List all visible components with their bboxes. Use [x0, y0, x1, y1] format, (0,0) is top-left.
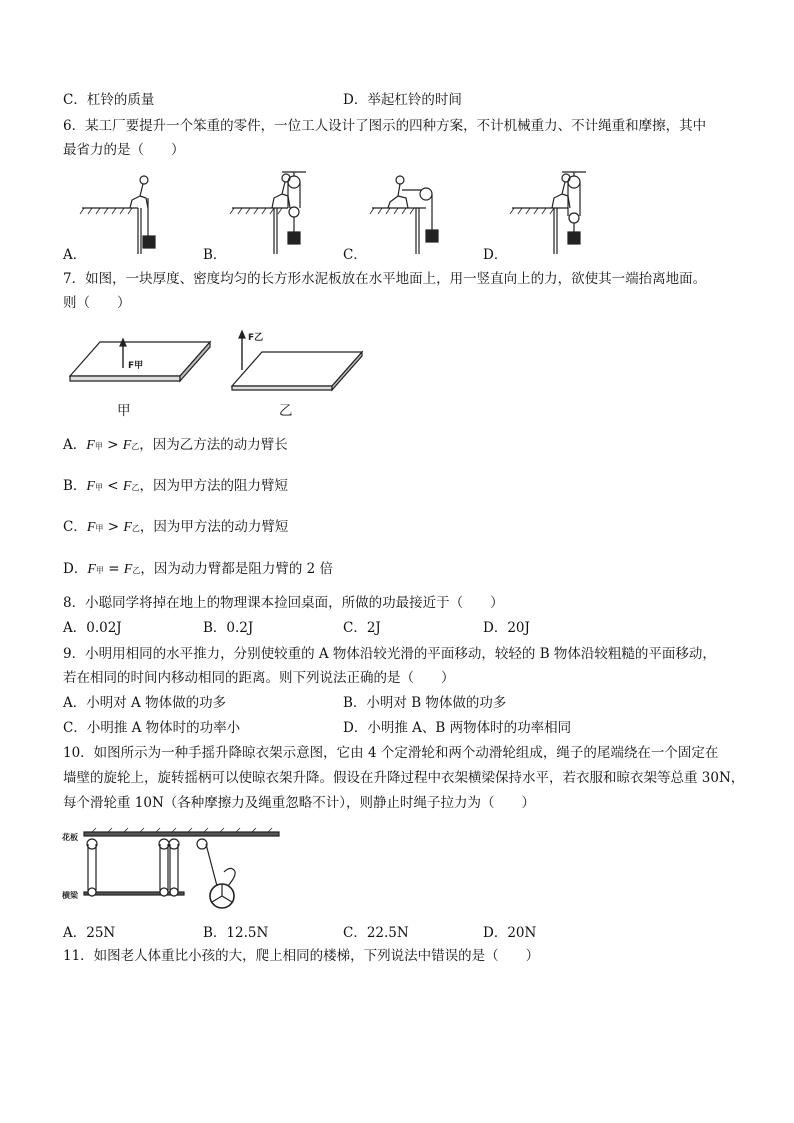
q8-option-d: D．20J — [483, 620, 530, 636]
q6-label-a: A． — [63, 247, 87, 263]
q11-stem: 11．如图老人体重比小孩的大，爬上相同的楼梯，下列说法中错误的是（ ） — [63, 948, 540, 964]
q10-stem-line1: 10．如图所示为一种手摇升降晾衣架示意图，它由 4 个定滑轮和两个动滑轮组成，绳子的尾端绕在一个固定在 — [63, 745, 719, 761]
slab-yi — [232, 352, 362, 386]
q9-option-c: C．小明推 A 物体时的功率小 — [63, 720, 241, 736]
q6-label-b: B． — [203, 247, 227, 263]
q6-scheme-b — [230, 172, 306, 254]
q6-label-d: D． — [483, 247, 508, 263]
q7-stem-line1: 7．如图，一块厚度、密度均匀的长方形水泥板放在水平地面上，用一竖直向上的力，欲使其一端抬离地面。 — [63, 271, 707, 287]
force-label-jia: F甲 — [128, 361, 144, 371]
q6-stem-line1: 6．某工厂要提升一个笨重的零件，一位工人设计了图示的四种方案，不计机械重力、不计绳重和摩擦，其中 — [63, 118, 707, 134]
q9-stem-line1: 9．小明用相同的水平推力，分别使较重的 A 物体沿较光滑的平面移动，较轻的 B 物体沿较粗糙的平面移动， — [63, 646, 716, 662]
q6-scheme-c — [370, 176, 438, 254]
q10-figure — [62, 826, 282, 912]
q8-stem: 8．小聪同学将掉在地上的物理课本捡回桌面，所做的功最接近于（ ） — [63, 595, 504, 611]
q6-scheme-a — [80, 176, 155, 254]
q8-option-c: C．2J — [343, 620, 381, 636]
q7-fig-label-jia: 甲 — [117, 403, 131, 419]
q7-stem-line2: 则（ ） — [63, 295, 131, 311]
q7-fig-label-yi: 乙 — [279, 403, 293, 419]
q7-option-c: C．F甲 > F乙，因为甲方法的动力臂短 — [63, 519, 289, 535]
ceiling-label: 花板 — [62, 833, 78, 842]
q10-option-a: A．25N — [63, 925, 116, 941]
q6-scheme-d — [510, 172, 586, 254]
q9-option-d: D．小明推 A、B 两物体时的功率相同 — [343, 720, 572, 736]
q7-option-d: D．F甲 = F乙，因为动力臂都是阻力臂的 2 倍 — [63, 561, 334, 577]
q6-label-c: C． — [343, 247, 367, 263]
q7-option-a: A．F甲 > F乙，因为乙方法的动力臂长 — [63, 437, 288, 453]
q10-option-d: D．20N — [483, 925, 537, 941]
q10-option-c: C．22.5N — [343, 925, 409, 941]
q9-option-a: A．小明对 A 物体做的功多 — [63, 695, 227, 711]
q8-option-a: A．0.02J — [63, 620, 122, 636]
q9-stem-line2: 若在相同的时间内移动相同的距离。则下列说法正确的是（ ） — [63, 670, 455, 686]
q7-figure — [60, 324, 380, 396]
force-label-yi: F乙 — [248, 333, 264, 343]
q10-option-b: B．12.5N — [203, 925, 269, 941]
beam-label: 横梁 — [62, 891, 78, 900]
q10-stem-line3: 每个滑轮重 10N（各种摩擦力及绳重忽略不计），则静止时绳子拉力为（ ） — [63, 795, 536, 811]
q6-figure — [60, 168, 680, 258]
q6-stem-line2: 最省力的是（ ） — [63, 142, 185, 158]
q9-option-b: B．小明对 B 物体做的功多 — [343, 695, 507, 711]
q7-option-b: B．F甲 < F乙，因为甲方法的阻力臂短 — [63, 478, 288, 494]
q8-option-b: B．0.2J — [203, 620, 254, 636]
q10-stem-line2: 墙壁的旋轮上，旋转摇柄可以使晾衣架升降。假设在升降过程中衣架横梁保持水平，若衣服和晾衣架等总重 30N， — [63, 770, 745, 786]
q5-option-d: D．举起杠铃的时间 — [343, 92, 462, 108]
q5-option-c: C．杠铃的质量 — [63, 92, 155, 108]
